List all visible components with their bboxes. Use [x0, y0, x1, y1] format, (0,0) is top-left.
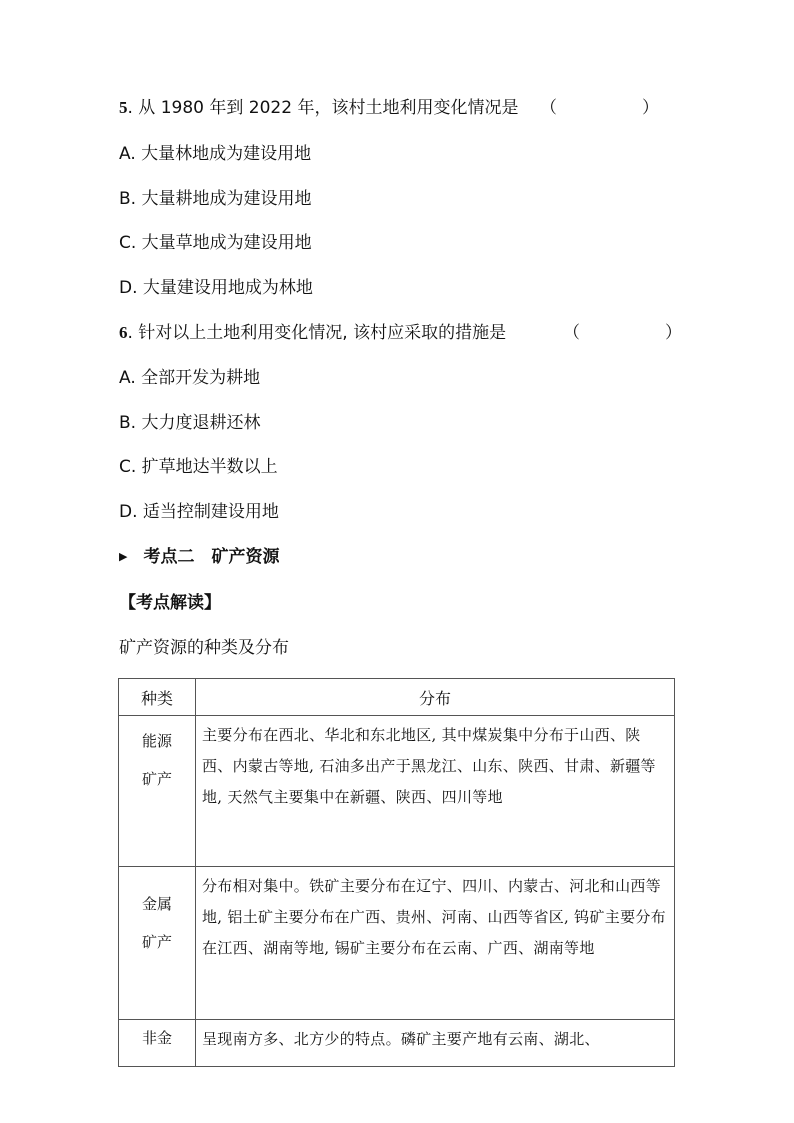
kind-cell — [119, 716, 196, 867]
subheading: 【考点解读】 — [119, 593, 221, 613]
option-b: B. 大量耕地成为建设用地 — [119, 189, 312, 209]
table-header-row — [119, 679, 675, 716]
distribution-cell: 分布相对集中。铁矿主要分布在辽宁、四川、内蒙古、河北和山西等地, 铝土矿主要分布在广西、贵州、河南、山西等省区, 钨矿主要分布在江西、湖南等地, 锡矿主要分布在云南、广西、湖南等地 — [196, 867, 675, 1020]
section-title: 考点二 矿产资源 — [143, 547, 280, 567]
kind-cell — [119, 867, 196, 1020]
table-caption: 矿产资源的种类及分布 — [119, 638, 289, 658]
answer-blank: （ ） — [563, 323, 682, 343]
kind-line: 能源 — [141, 732, 172, 750]
question-6-stem — [119, 321, 506, 345]
option-a: A. 全部开发为耕地 — [119, 368, 261, 388]
kind-line: 金属 — [141, 895, 172, 913]
option-a: A. 大量林地成为建设用地 — [119, 144, 312, 164]
question-number: 5 — [119, 98, 128, 117]
question-text: . 针对以上土地利用变化情况, 该村应采取的措施是 — [127, 323, 507, 343]
option-b: B. 大力度退耕还林 — [119, 413, 261, 433]
option-c: C. 扩草地达半数以上 — [119, 457, 278, 477]
kind-line: 矿产 — [141, 770, 172, 788]
distribution-cell: 呈现南方多、北方少的特点。磷矿主要产地有云南、湖北、 — [196, 1020, 675, 1067]
mineral-resources-table — [118, 678, 675, 1067]
answer-blank: （ ） — [540, 98, 659, 118]
distribution-cell: 主要分布在西北、华北和东北地区, 其中煤炭集中分布于山西、陕西、内蒙古等地, 石油多出产于黑龙江、山东、陕西、甘肃、新疆等地, 天然气主要集中在新疆、陕西、四川等地 — [196, 716, 675, 867]
option-d: D. 适当控制建设用地 — [119, 502, 279, 522]
header-kind: 种类 — [119, 679, 196, 716]
section-heading — [119, 545, 279, 569]
header-distribution: 分布 — [196, 679, 675, 716]
question-text: . 从 1980 年到 2022 年，该村土地利用变化情况是 — [127, 98, 519, 118]
kind-cell — [119, 1020, 196, 1067]
question-number: 6 — [119, 323, 128, 342]
table-row — [119, 1020, 675, 1067]
triangle-marker-icon: ▶ — [119, 550, 128, 563]
question-5-stem — [119, 96, 518, 120]
table-row — [119, 716, 675, 867]
option-d: D. 大量建设用地成为林地 — [119, 278, 313, 298]
kind-line: 非金 — [141, 1029, 172, 1047]
option-c: C. 大量草地成为建设用地 — [119, 233, 312, 253]
table-row — [119, 867, 675, 1020]
kind-line: 矿产 — [141, 933, 172, 951]
